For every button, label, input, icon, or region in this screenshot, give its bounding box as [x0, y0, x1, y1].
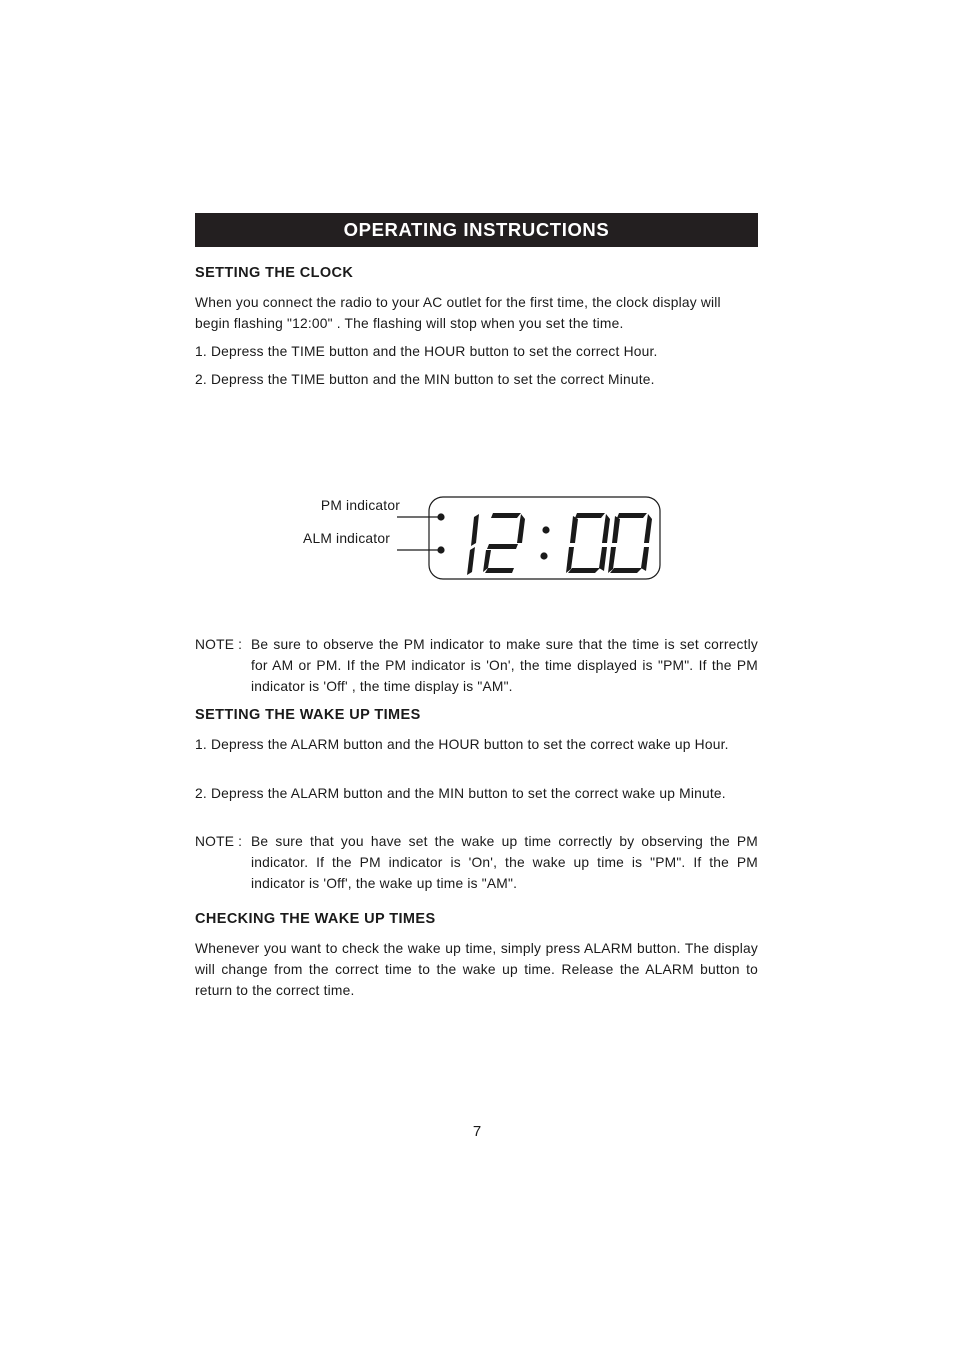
setting-clock-heading: SETTING THE CLOCK [195, 265, 354, 281]
page-number: 7 [472, 1123, 482, 1140]
display-frame [429, 497, 660, 579]
clock-step-2: 2. Depress the TIME button and the MIN button to set the correct Minute. [195, 372, 655, 387]
wake-step-1: 1. Depress the ALARM button and the HOUR button to set the correct wake up Hour. [195, 737, 729, 752]
pm-indicator-label: PM indicator [320, 498, 400, 513]
section-banner: OPERATING INSTRUCTIONS [195, 213, 758, 247]
note-text: Be sure to observe the PM indicator to make sure that the time is set correctly for AM or PM. If the PM indicator is 'On', the time displayed is "PM". If the PM indicator is 'Off' , the time display is "AM". [251, 637, 758, 694]
colon-dot-top [542, 526, 549, 533]
checking-wake-text: Whenever you want to check the wake up time, simply press ALARM button. The display will change from the correct time to the wake up time. Release the ALARM button to return to the correct time. [195, 941, 758, 998]
note-pm-indicator [195, 634, 758, 697]
setting-wake-heading: SETTING THE WAKE UP TIMES [195, 707, 421, 723]
alm-indicator-dot [437, 546, 444, 553]
checking-wake-heading: CHECKING THE WAKE UP TIMES [195, 911, 436, 927]
instruction-page [195, 213, 758, 247]
wake-step-2: 2. Depress the ALARM button and the MIN button to set the correct wake up Minute. [195, 786, 726, 801]
digit-1 [467, 514, 479, 575]
pm-indicator-dot [437, 513, 444, 520]
clock-intro-line1: When you connect the radio to your AC outlet for the first time, the clock display will [195, 295, 721, 310]
alm-indicator-label: ALM indicator [303, 531, 390, 546]
digit-2 [483, 513, 525, 573]
note-wake-pm [195, 831, 758, 894]
clock-display-diagram [395, 495, 665, 585]
digit-0-first [566, 513, 610, 573]
note-text: Be sure that you have set the wake up time correctly by observing the PM indicator. If the PM indicator is 'On', the wake up time is "PM". If the PM indicator is 'Off', the wake up time is "AM". [251, 834, 758, 891]
digit-0-second [608, 513, 652, 573]
colon-dot-bottom [540, 552, 547, 559]
note-label: NOTE : [195, 637, 247, 652]
clock-step-1: 1. Depress the TIME button and the HOUR button to set the correct Hour. [195, 344, 658, 359]
note-label: NOTE : [195, 834, 247, 849]
clock-intro-line2: begin flashing "12:00" . The flashing will stop when you set the time. [195, 316, 624, 331]
